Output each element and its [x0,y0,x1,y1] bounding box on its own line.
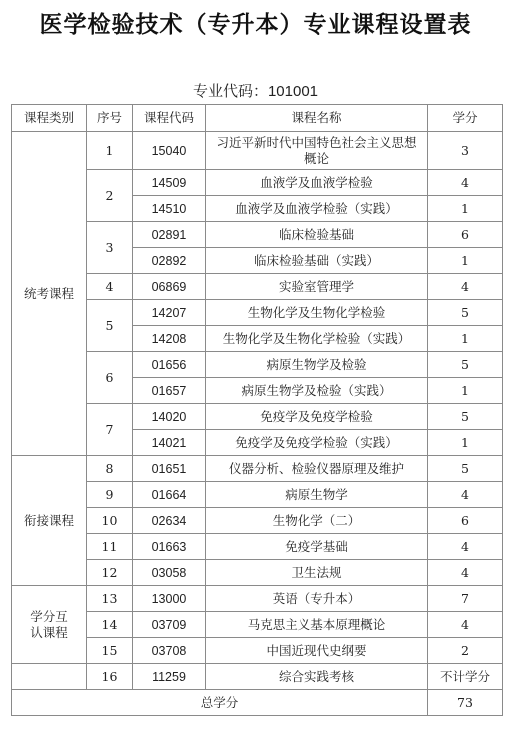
credit-cell: 1 [428,196,503,222]
code-cell: 14021 [133,430,206,456]
credit-cell: 5 [428,352,503,378]
total-label: 总学分 [12,690,428,716]
code-cell: 15040 [133,132,206,170]
code-cell: 14509 [133,170,206,196]
name-cell: 实验室管理学 [206,274,428,300]
table-header-row [12,105,503,132]
name-cell: 生物化学及生物化学检验（实践） [206,326,428,352]
name-cell: 病原生物学及检验 [206,352,428,378]
name-cell: 免疫学及免疫学检验 [206,404,428,430]
code-cell: 02634 [133,508,206,534]
name-cell: 临床检验基础 [206,222,428,248]
name-cell: 临床检验基础（实践） [206,248,428,274]
name-cell: 英语（专升本） [206,586,428,612]
seq-cell: 16 [87,664,133,690]
code-cell: 01664 [133,482,206,508]
credit-cell: 3 [428,132,503,170]
major-code-label: 专业代码： [192,82,268,100]
seq-cell: 13 [87,586,133,612]
major-code-line [0,80,511,101]
credit-cell: 4 [428,612,503,638]
header-category: 课程类别 [12,105,87,132]
credit-cell: 4 [428,170,503,196]
header-code: 课程代码 [133,105,206,132]
table-row [12,664,503,690]
credit-cell: 5 [428,456,503,482]
seq-cell: 7 [87,404,133,456]
name-cell: 生物化学及生物化学检验 [206,300,428,326]
code-cell: 14510 [133,196,206,222]
name-cell: 病原生物学 [206,482,428,508]
code-cell: 01656 [133,352,206,378]
table-row [12,132,503,170]
code-cell: 13000 [133,586,206,612]
credit-cell: 4 [428,534,503,560]
name-cell: 血液学及血液学检验（实践） [206,196,428,222]
seq-cell: 14 [87,612,133,638]
name-cell: 仪器分析、检验仪器原理及维护 [206,456,428,482]
seq-cell: 12 [87,560,133,586]
code-cell: 03709 [133,612,206,638]
name-cell: 免疫学及免疫学检验（实践） [206,430,428,456]
credit-cell: 7 [428,586,503,612]
code-cell: 06869 [133,274,206,300]
code-cell: 14208 [133,326,206,352]
seq-cell: 1 [87,132,133,170]
name-cell: 免疫学基础 [206,534,428,560]
credit-cell: 6 [428,508,503,534]
name-cell: 病原生物学及检验（实践） [206,378,428,404]
code-cell: 02891 [133,222,206,248]
seq-cell: 3 [87,222,133,274]
total-row [12,690,503,716]
total-credit: 73 [428,690,503,716]
credit-cell: 1 [428,378,503,404]
seq-cell: 4 [87,274,133,300]
category-cell-empty [12,664,87,690]
credit-cell: 6 [428,222,503,248]
seq-cell: 10 [87,508,133,534]
seq-cell: 6 [87,352,133,404]
table-row [12,456,503,482]
seq-cell: 9 [87,482,133,508]
code-cell: 14207 [133,300,206,326]
credit-cell: 4 [428,560,503,586]
course-table [11,104,503,716]
credit-cell: 5 [428,404,503,430]
code-cell: 02892 [133,248,206,274]
seq-cell: 15 [87,638,133,664]
code-cell: 01663 [133,534,206,560]
credit-cell: 4 [428,482,503,508]
code-cell: 03708 [133,638,206,664]
code-cell: 14020 [133,404,206,430]
seq-cell: 2 [87,170,133,222]
name-cell: 卫生法规 [206,560,428,586]
credit-cell: 4 [428,274,503,300]
header-seq: 序号 [87,105,133,132]
name-cell: 综合实践考核 [206,664,428,690]
credit-cell: 不计学分 [428,664,503,690]
category-cell: 统考课程 [12,132,87,456]
credit-cell: 1 [428,430,503,456]
table-row [12,586,503,612]
name-cell: 马克思主义基本原理概论 [206,612,428,638]
seq-cell: 5 [87,300,133,352]
page-title: 医学检验技术（专升本）专业课程设置表 [39,11,472,38]
code-cell: 01657 [133,378,206,404]
category-cell: 衔接课程 [12,456,87,586]
credit-cell: 5 [428,300,503,326]
name-cell: 生物化学（二） [206,508,428,534]
name-cell: 习近平新时代中国特色社会主义思想概论 [206,132,428,170]
credit-cell: 1 [428,326,503,352]
header-credit: 学分 [428,105,503,132]
code-cell: 03058 [133,560,206,586]
name-cell: 血液学及血液学检验 [206,170,428,196]
header-name: 课程名称 [206,105,428,132]
seq-cell: 11 [87,534,133,560]
code-cell: 01651 [133,456,206,482]
credit-cell: 1 [428,248,503,274]
seq-cell: 8 [87,456,133,482]
credit-cell: 2 [428,638,503,664]
major-code: 101001 [267,83,319,100]
category-cell: 学分互认课程 [12,586,87,664]
code-cell: 11259 [133,664,206,690]
name-cell: 中国近现代史纲要 [206,638,428,664]
